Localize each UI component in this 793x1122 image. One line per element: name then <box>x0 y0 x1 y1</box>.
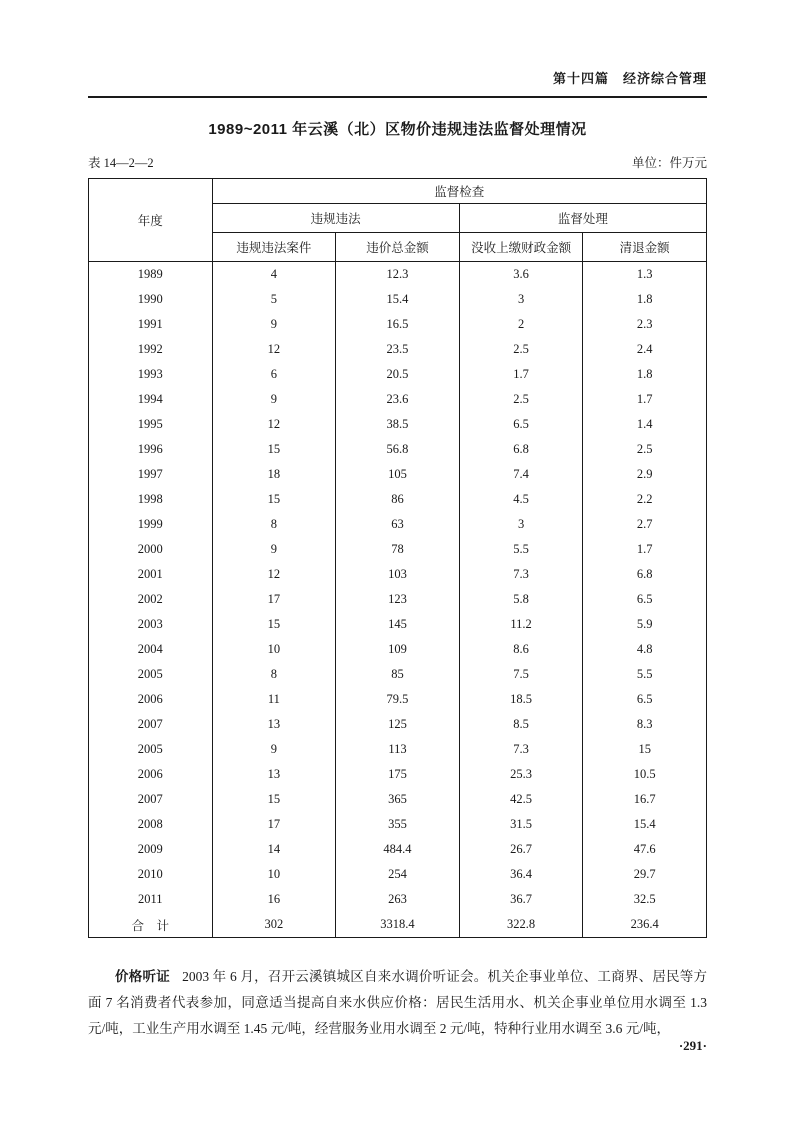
value-cell: 6.8 <box>459 437 583 462</box>
value-cell: 12 <box>212 337 336 362</box>
year-cell: 2000 <box>89 537 213 562</box>
value-cell: 6.8 <box>583 562 707 587</box>
value-cell: 1.4 <box>583 412 707 437</box>
value-cell: 18 <box>212 462 336 487</box>
value-cell: 125 <box>336 712 460 737</box>
value-cell: 8 <box>212 662 336 687</box>
col-header-refund-amount: 清退金额 <box>583 233 707 262</box>
table-row <box>89 762 707 787</box>
value-cell: 23.5 <box>336 337 460 362</box>
value-cell: 79.5 <box>336 687 460 712</box>
value-cell: 6.5 <box>583 587 707 612</box>
col-header-total-amount: 违价总金额 <box>336 233 460 262</box>
value-cell: 236.4 <box>583 912 707 938</box>
year-cell: 2001 <box>89 562 213 587</box>
value-cell: 3 <box>459 512 583 537</box>
value-cell: 2.5 <box>583 437 707 462</box>
value-cell: 2 <box>459 312 583 337</box>
table-meta <box>88 153 707 171</box>
value-cell: 42.5 <box>459 787 583 812</box>
value-cell: 11.2 <box>459 612 583 637</box>
year-cell: 2010 <box>89 862 213 887</box>
table-label: 表 14—2—2 <box>88 156 154 170</box>
value-cell: 36.7 <box>459 887 583 912</box>
value-cell: 4.8 <box>583 637 707 662</box>
value-cell: 7.3 <box>459 562 583 587</box>
year-cell: 2009 <box>89 837 213 862</box>
year-cell: 2002 <box>89 587 213 612</box>
value-cell: 263 <box>336 887 460 912</box>
year-cell: 1989 <box>89 262 213 288</box>
value-cell: 6.5 <box>459 412 583 437</box>
value-cell: 85 <box>336 662 460 687</box>
value-cell: 5 <box>212 287 336 312</box>
value-cell: 63 <box>336 512 460 537</box>
paragraph-lead: 价格听证 <box>115 969 170 984</box>
year-cell: 合 计 <box>89 912 213 938</box>
table-head <box>89 179 707 262</box>
value-cell: 145 <box>336 612 460 637</box>
value-cell: 2.9 <box>583 462 707 487</box>
value-cell: 16 <box>212 887 336 912</box>
group-header-inspection: 监督检查 <box>212 179 706 204</box>
value-cell: 4 <box>212 262 336 288</box>
year-cell: 1999 <box>89 512 213 537</box>
table-row <box>89 787 707 812</box>
value-cell: 1.7 <box>583 537 707 562</box>
paragraph <box>88 964 707 1042</box>
table-row <box>89 687 707 712</box>
table-body <box>89 262 707 938</box>
value-cell: 15 <box>212 487 336 512</box>
value-cell: 15.4 <box>583 812 707 837</box>
value-cell: 2.2 <box>583 487 707 512</box>
page-number: ·291· <box>678 1038 707 1053</box>
value-cell: 2.7 <box>583 512 707 537</box>
table-row <box>89 637 707 662</box>
year-cell: 1994 <box>89 387 213 412</box>
value-cell: 5.9 <box>583 612 707 637</box>
page-title: 1989~2011 年云溪（北）区物价违规违法监督处理情况 <box>208 121 587 138</box>
table-row <box>89 337 707 362</box>
table-row <box>89 537 707 562</box>
value-cell: 15 <box>212 787 336 812</box>
value-cell: 8.3 <box>583 712 707 737</box>
value-cell: 3318.4 <box>336 912 460 938</box>
year-cell: 1997 <box>89 462 213 487</box>
table-row <box>89 562 707 587</box>
value-cell: 103 <box>336 562 460 587</box>
value-cell: 11 <box>212 687 336 712</box>
value-cell: 5.5 <box>583 662 707 687</box>
table-row <box>89 262 707 288</box>
value-cell: 1.7 <box>583 387 707 412</box>
value-cell: 5.5 <box>459 537 583 562</box>
page-header <box>88 68 707 98</box>
value-cell: 36.4 <box>459 862 583 887</box>
value-cell: 23.6 <box>336 387 460 412</box>
table-row <box>89 437 707 462</box>
value-cell: 86 <box>336 487 460 512</box>
table-row <box>89 462 707 487</box>
value-cell: 355 <box>336 812 460 837</box>
value-cell: 18.5 <box>459 687 583 712</box>
value-cell: 5.8 <box>459 587 583 612</box>
value-cell: 105 <box>336 462 460 487</box>
value-cell: 8.6 <box>459 637 583 662</box>
value-cell: 302 <box>212 912 336 938</box>
year-cell: 2006 <box>89 687 213 712</box>
value-cell: 9 <box>212 537 336 562</box>
value-cell: 9 <box>212 387 336 412</box>
year-cell: 2005 <box>89 737 213 762</box>
col-header-confiscated-amount: 没收上缴财政金额 <box>459 233 583 262</box>
table-total-row <box>89 912 707 938</box>
value-cell: 1.3 <box>583 262 707 288</box>
value-cell: 26.7 <box>459 837 583 862</box>
value-cell: 254 <box>336 862 460 887</box>
value-cell: 13 <box>212 762 336 787</box>
value-cell: 8 <box>212 512 336 537</box>
year-cell: 2007 <box>89 712 213 737</box>
value-cell: 32.5 <box>583 887 707 912</box>
subgroup-header-violations: 违规违法 <box>212 204 459 233</box>
value-cell: 56.8 <box>336 437 460 462</box>
value-cell: 25.3 <box>459 762 583 787</box>
year-cell: 2003 <box>89 612 213 637</box>
value-cell: 15 <box>583 737 707 762</box>
table-row <box>89 487 707 512</box>
year-cell: 2005 <box>89 662 213 687</box>
table-row <box>89 612 707 637</box>
table-row <box>89 712 707 737</box>
value-cell: 6 <box>212 362 336 387</box>
value-cell: 484.4 <box>336 837 460 862</box>
value-cell: 12 <box>212 412 336 437</box>
table-row <box>89 737 707 762</box>
value-cell: 365 <box>336 787 460 812</box>
year-cell: 2011 <box>89 887 213 912</box>
table-row <box>89 862 707 887</box>
year-cell: 2004 <box>89 637 213 662</box>
year-cell: 1990 <box>89 287 213 312</box>
value-cell: 15.4 <box>336 287 460 312</box>
year-cell: 2007 <box>89 787 213 812</box>
value-cell: 16.7 <box>583 787 707 812</box>
value-cell: 1.7 <box>459 362 583 387</box>
value-cell: 109 <box>336 637 460 662</box>
value-cell: 12 <box>212 562 336 587</box>
value-cell: 31.5 <box>459 812 583 837</box>
value-cell: 1.8 <box>583 362 707 387</box>
value-cell: 10 <box>212 637 336 662</box>
table-row <box>89 812 707 837</box>
table-row <box>89 512 707 537</box>
value-cell: 7.3 <box>459 737 583 762</box>
value-cell: 15 <box>212 612 336 637</box>
table-row <box>89 287 707 312</box>
value-cell: 1.8 <box>583 287 707 312</box>
value-cell: 2.3 <box>583 312 707 337</box>
year-cell: 1991 <box>89 312 213 337</box>
year-cell: 1995 <box>89 412 213 437</box>
year-cell: 2008 <box>89 812 213 837</box>
data-table <box>88 178 707 938</box>
year-cell: 1992 <box>89 337 213 362</box>
value-cell: 175 <box>336 762 460 787</box>
value-cell: 7.5 <box>459 662 583 687</box>
value-cell: 3.6 <box>459 262 583 288</box>
value-cell: 2.5 <box>459 387 583 412</box>
table-row <box>89 387 707 412</box>
year-cell: 1993 <box>89 362 213 387</box>
table-row <box>89 312 707 337</box>
table-row <box>89 362 707 387</box>
value-cell: 17 <box>212 587 336 612</box>
value-cell: 13 <box>212 712 336 737</box>
year-cell: 2006 <box>89 762 213 787</box>
value-cell: 322.8 <box>459 912 583 938</box>
value-cell: 2.5 <box>459 337 583 362</box>
table-row <box>89 587 707 612</box>
value-cell: 29.7 <box>583 862 707 887</box>
value-cell: 3 <box>459 287 583 312</box>
value-cell: 6.5 <box>583 687 707 712</box>
value-cell: 15 <box>212 437 336 462</box>
table-row <box>89 837 707 862</box>
value-cell: 7.4 <box>459 462 583 487</box>
value-cell: 14 <box>212 837 336 862</box>
table-row <box>89 412 707 437</box>
chapter-header: 第十四篇 经济综合管理 <box>552 71 707 86</box>
table-row <box>89 662 707 687</box>
value-cell: 10.5 <box>583 762 707 787</box>
year-cell: 1996 <box>89 437 213 462</box>
value-cell: 2.4 <box>583 337 707 362</box>
value-cell: 20.5 <box>336 362 460 387</box>
value-cell: 9 <box>212 737 336 762</box>
value-cell: 113 <box>336 737 460 762</box>
value-cell: 47.6 <box>583 837 707 862</box>
value-cell: 12.3 <box>336 262 460 288</box>
value-cell: 8.5 <box>459 712 583 737</box>
unit-label: 单位：件万元 <box>631 156 707 170</box>
col-header-cases: 违规违法案件 <box>212 233 336 262</box>
value-cell: 17 <box>212 812 336 837</box>
col-header-year: 年度 <box>89 179 213 262</box>
value-cell: 38.5 <box>336 412 460 437</box>
paragraph-text: 2003 年 6 月，召开云溪镇城区自来水调价听证会。机关企事业单位、工商界、居民等方面 7 名消费者代表参加，同意适当提高自来水供应价格：居民生活用水、机关企事业单位用水调至 1.3 元/吨，工业生产用水调至 1.45 元/吨，经营服务业用水调至 2 元/吨，特种行业用水调至 3.6 元/吨， <box>88 969 708 1036</box>
value-cell: 16.5 <box>336 312 460 337</box>
year-cell: 1998 <box>89 487 213 512</box>
table-row <box>89 887 707 912</box>
value-cell: 9 <box>212 312 336 337</box>
value-cell: 10 <box>212 862 336 887</box>
value-cell: 123 <box>336 587 460 612</box>
value-cell: 4.5 <box>459 487 583 512</box>
value-cell: 78 <box>336 537 460 562</box>
subgroup-header-handling: 监督处理 <box>459 204 706 233</box>
